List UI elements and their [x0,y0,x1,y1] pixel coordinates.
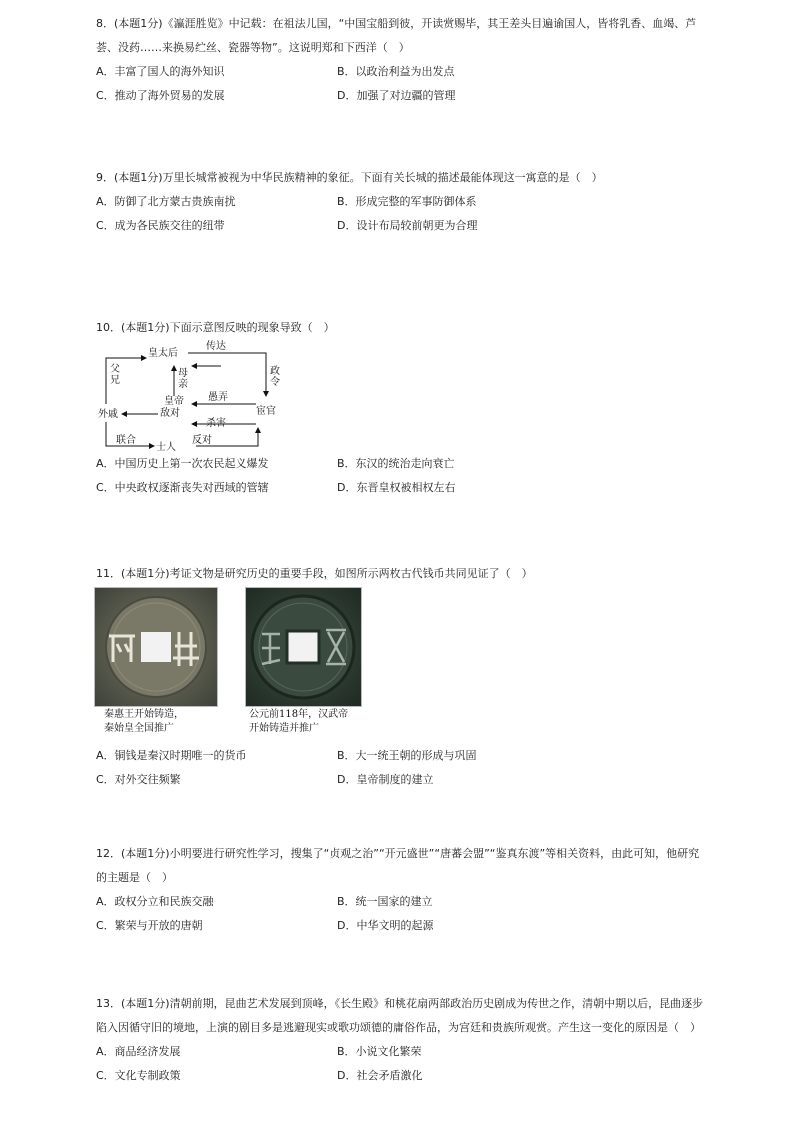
question-12 [96,842,706,938]
coin2-caption-line1: 公元前118年，汉武帝 [249,709,349,720]
question-stem: 10．(本题1分)下面示意图反映的现象导致（ ） [96,321,335,334]
option-d[interactable]: D．东晋皇权被相权左右 [337,481,456,494]
option-c[interactable]: C．推动了海外贸易的发展 [96,89,225,102]
node-scholars: 士人 [156,442,176,453]
label-kill: 杀害 [206,418,226,429]
option-c[interactable]: C．对外交往频繁 [96,773,181,786]
label-ally: 联合 [116,435,136,446]
option-a[interactable]: A．防御了北方蒙古贵族南扰 [96,195,236,208]
node-emperor: 皇帝 [164,396,184,407]
options [96,1040,706,1088]
option-d[interactable]: D．加强了对边疆的管理 [337,89,456,102]
question-stem: 13．(本题1分)清朝前期，昆曲艺术发展到顶峰，《长生殿》和桃花扇两部政治历史剧成为传世之作，清朝中期以后，昆曲逐步陷入因循守旧的境地，上演的剧目多是逃避现实或歌功颂德的庸俗作品，为宫廷和贵族所观赏。产生这一变化的原因是（ ） [96,997,704,1034]
option-a[interactable]: A．丰富了国人的海外知识 [96,65,225,78]
option-d[interactable]: D．设计布局较前朝更为合理 [337,219,478,232]
power-relation-diagram [96,341,286,458]
option-d[interactable]: D．社会矛盾激化 [337,1069,423,1082]
question-stem: 8．(本题1分)《瀛涯胜览》中记载：在祖法儿国，“中国宝船到彼，开读赏赐毕，其王差头目遍谕国人，皆将乳香、血竭、芦荟、没药……来换易纻丝、瓷器等物”。这说明郑和下西洋（ ） [96,17,697,54]
option-b[interactable]: B．东汉的统治走向衰亡 [337,457,455,470]
question-8 [96,12,706,108]
label-transmit: 传达 [206,341,226,352]
label-oppose: 反对 [192,435,212,446]
options [96,890,706,938]
option-b[interactable]: B．以政治利益为出发点 [337,65,455,78]
node-consort-clan: 外戚 [98,409,118,420]
options [96,744,706,792]
option-c[interactable]: C．成为各民族交往的纽带 [96,219,225,232]
banliang-coin-image [94,587,218,707]
options [96,452,706,500]
wuzhu-coin-image [245,587,362,707]
option-c[interactable]: C．中央政权逐渐丧失对西域的管辖 [96,481,269,494]
node-empress: 皇太后 [148,348,178,359]
option-a[interactable]: A．铜钱是秦汉时期唯一的货币 [96,749,247,762]
option-c[interactable]: C．繁荣与开放的唐朝 [96,919,203,932]
coin1-caption [104,708,184,736]
question-stem: 11．(本题1分)考证文物是研究历史的重要手段，如图所示两枚古代钱币共同见证了（ ） [96,567,533,580]
coin2-caption-line2: 开始铸造并推广 [249,723,319,734]
option-a[interactable]: A．商品经济发展 [96,1045,181,1058]
option-a[interactable]: A．政权分立和民族交融 [96,895,214,908]
option-c[interactable]: C．文化专制政策 [96,1069,181,1082]
coin1-caption-line2: 秦始皇全国推广 [104,723,174,734]
options [96,60,706,108]
option-d[interactable]: D．中华文明的起源 [337,919,434,932]
coin2-caption [249,708,348,736]
label-mother-relative: 母亲 [178,368,188,390]
question-stem: 12．(本题1分)小明要进行研究性学习，搜集了“贞观之治”“开元盛世”“唐蕃会盟”“鉴真东渡”等相关资料，由此可知，他研究的主题是（ ） [96,847,700,884]
node-eunuch: 宦官 [256,406,276,417]
question-9 [96,166,706,238]
label-hostile: 敌对 [160,408,180,419]
option-b[interactable]: B．小说文化繁荣 [337,1045,422,1058]
label-father-brother: 父兄 [110,364,120,386]
option-b[interactable]: B．统一国家的建立 [337,895,433,908]
question-stem: 9．(本题1分)万里长城常被视为中华民族精神的象征。下面有关长城的描述最能体现这一寓意的是（ ） [96,171,603,184]
option-d[interactable]: D．皇帝制度的建立 [337,773,434,786]
coin1-caption-line1: 秦惠王开始铸造， [104,709,184,720]
label-decree: 政令 [270,366,280,388]
option-b[interactable]: B．形成完整的军事防御体系 [337,195,477,208]
options [96,190,706,238]
question-13 [96,992,706,1088]
option-b[interactable]: B．大一统王朝的形成与巩固 [337,749,477,762]
option-a[interactable]: A．中国历史上第一次农民起义爆发 [96,457,269,470]
label-foster: 愚弄 [208,392,228,403]
